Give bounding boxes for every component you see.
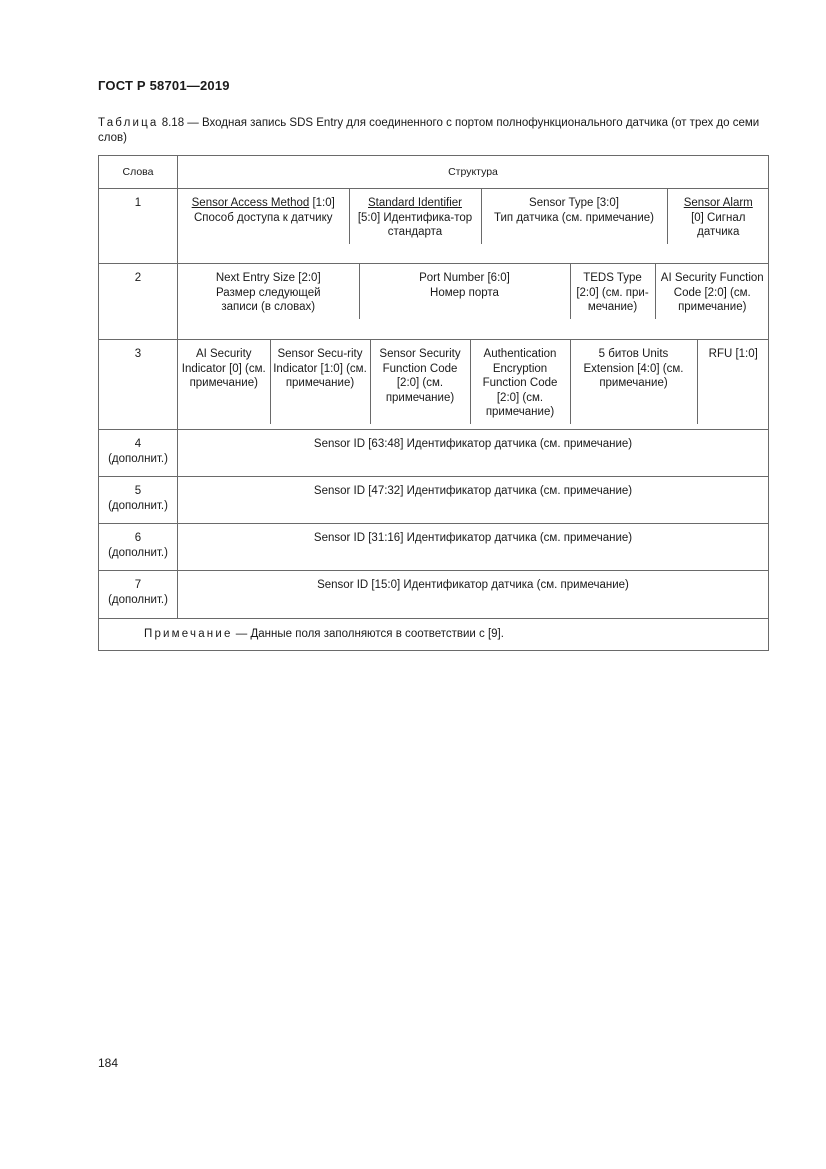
document-header: ГОСТ Р 58701—2019 — [98, 78, 230, 93]
word-3: 3 — [99, 340, 178, 430]
table-header-row — [99, 156, 769, 189]
units-extension-field: 5 битов Units Extension [4:0] (см. примечание) — [570, 340, 697, 424]
port-number-field: Port Number [6:0] Номер порта — [359, 264, 570, 319]
table-row-word-3 — [99, 340, 769, 430]
table-caption — [98, 116, 770, 145]
sds-entry-table — [98, 155, 769, 651]
ai-security-function-code-field: AI Security Function Code [2:0] (см. примечание) — [655, 264, 769, 319]
sensor-id-47-32-field: Sensor ID [47:32] Идентификатор датчика (см. примечание) — [178, 477, 769, 524]
word-6: 6 (дополнит.) — [99, 524, 178, 571]
table-row-word-7 — [99, 571, 769, 619]
authentication-encryption-function-code-field: Authentication Encryption Function Code [2:0] (см. примечание) — [470, 340, 570, 424]
sensor-id-31-16-field: Sensor ID [31:16] Идентификатор датчика (см. примечание) — [178, 524, 769, 571]
sensor-access-method-field: Sensor Access Method [1:0] Способ доступа к датчику — [191, 197, 335, 224]
word-2-structure — [178, 264, 769, 340]
table-row-word-1 — [99, 189, 769, 264]
table-row-word-6 — [99, 524, 769, 571]
sensor-alarm-field: Sensor Alarm [0] Сигнал датчика — [667, 189, 769, 244]
table-row-word-4 — [99, 430, 769, 477]
teds-type-field: TEDS Type [2:0] (см. при-мечание) — [570, 264, 655, 319]
sensor-security-function-code-field: Sensor Security Function Code [2:0] (см. примечание) — [370, 340, 470, 424]
table-note-row — [99, 619, 769, 651]
rfu-field: RFU [1:0] — [697, 340, 769, 424]
table-row-word-5 — [99, 477, 769, 524]
table-caption-label: Таблица — [98, 117, 159, 129]
word-2: 2 — [99, 264, 178, 340]
word-1-structure — [178, 189, 769, 264]
table-caption-text: 8.18 — Входная запись SDS Entry для соединенного с портом полнофункционального датчика (от трех до семи слов) — [98, 117, 760, 144]
sensor-id-63-48-field: Sensor ID [63:48] Идентификатор датчика (см. примечание) — [178, 430, 769, 477]
table-row-word-2 — [99, 264, 769, 340]
header-words: Слова — [99, 156, 178, 189]
page-number: 184 — [98, 1056, 119, 1070]
table-note: Примечание — Данные поля заполняются в соответствии с [9]. — [99, 619, 769, 651]
word-7: 7 (дополнит.) — [99, 571, 178, 619]
next-entry-size-field: Next Entry Size [2:0] Размер следующей записи (в словах) — [215, 272, 321, 313]
sensor-security-indicator-field: Sensor Secu-rity Indicator [1:0] (см. примечание) — [270, 340, 370, 424]
sensor-id-15-0-field: Sensor ID [15:0] Идентификатор датчика (см. примечание) — [178, 571, 769, 619]
word-1: 1 — [99, 189, 178, 264]
word-3-structure — [178, 340, 769, 430]
word-4: 4 (дополнит.) — [99, 430, 178, 477]
sensor-type-field: Sensor Type [3:0] Тип датчика (см. примечание) — [481, 189, 667, 244]
word-5: 5 (дополнит.) — [99, 477, 178, 524]
header-structure: Структура — [178, 156, 769, 189]
standard-identifier-field: Standard Identifier [5:0] Идентифика-тор стандарта — [349, 189, 481, 244]
ai-security-indicator-field: AI Security Indicator [0] (см. примечание) — [181, 348, 266, 389]
